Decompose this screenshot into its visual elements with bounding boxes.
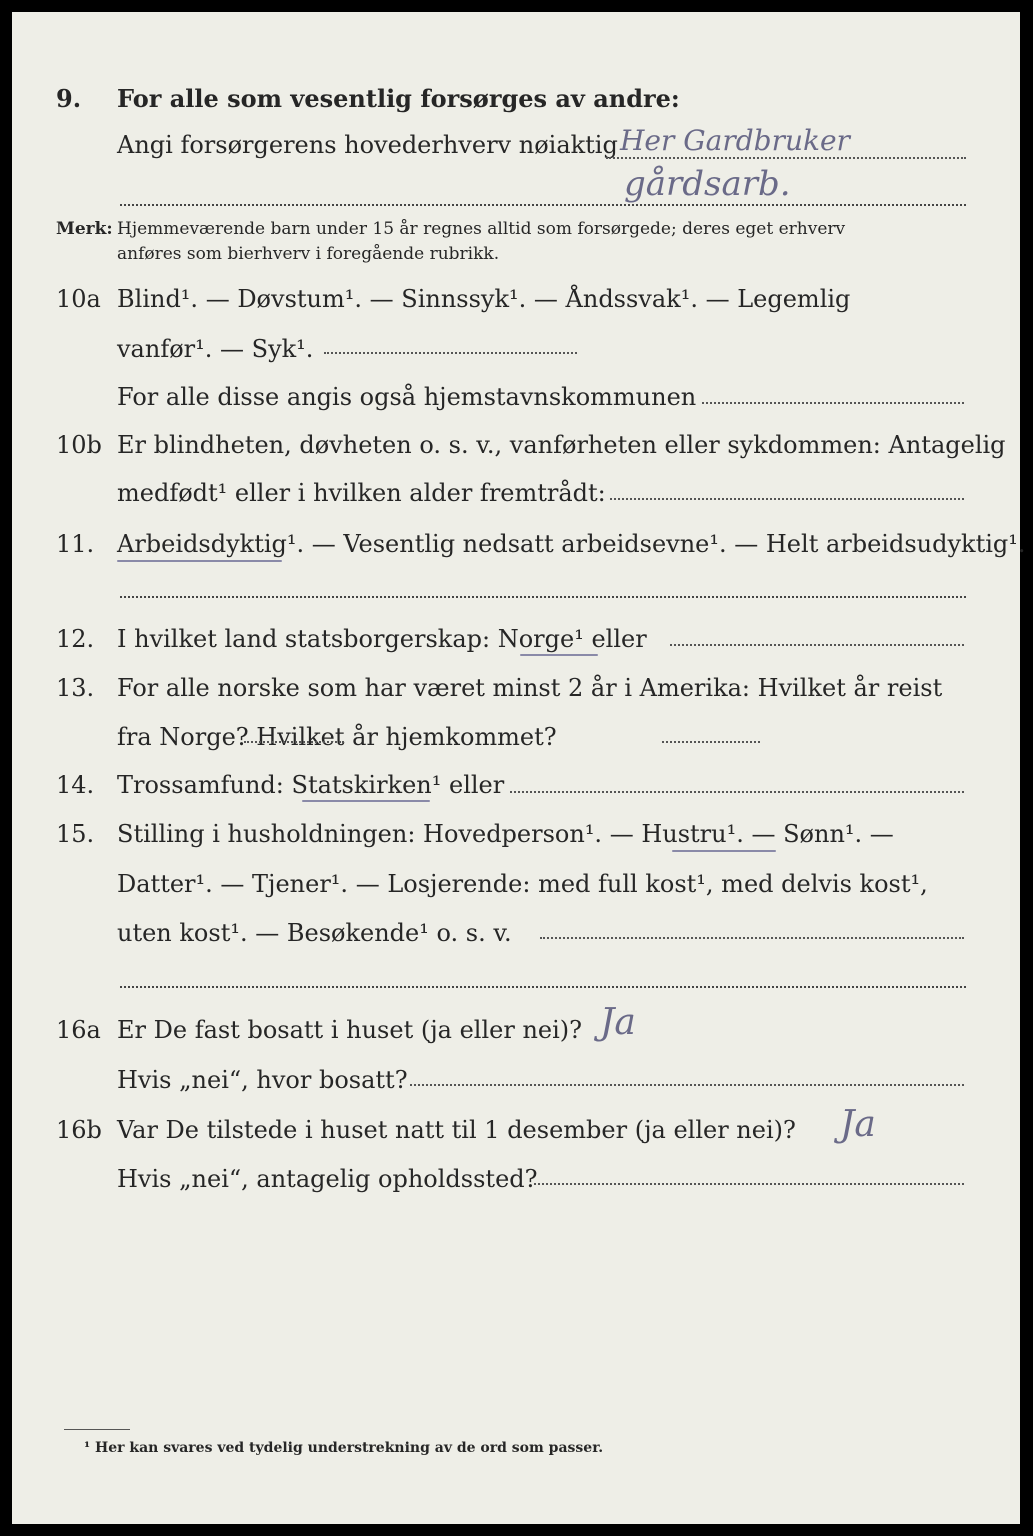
item-15-second-answer-line bbox=[120, 986, 966, 988]
item-number-10b: 10b bbox=[56, 431, 102, 459]
footnote-text: ¹ Her kan svares ved tydelig understrekning av de ord som passer. bbox=[84, 1440, 604, 1456]
item-11-answer-line bbox=[120, 596, 966, 598]
item-16a-answer-line bbox=[410, 1084, 964, 1086]
item-10b-line-1: Er blindheten, døvheten o. s. v., vanførheten eller sykdommen: Antagelig bbox=[117, 431, 1006, 459]
item-15-answer-line bbox=[540, 937, 964, 939]
item-16a-line-2: Hvis „nei“, hvor bosatt? bbox=[117, 1066, 408, 1094]
note-text-1: Hjemmeværende barn under 15 år regnes alltid som forsørgede; deres eget erhverv bbox=[117, 219, 846, 239]
item-11-line-1: Arbeidsdyktig¹. — Vesentlig nedsatt arbeidsevne¹. — Helt arbeidsudyktig¹. bbox=[117, 530, 1026, 558]
item-16b-answer-line bbox=[534, 1183, 964, 1185]
item-16b-handwritten-answer: Ja bbox=[840, 1104, 876, 1145]
item-9-question: Angi forsørgerens hovederhverv nøiaktig bbox=[117, 131, 618, 159]
item-number-16b: 16b bbox=[56, 1116, 102, 1144]
item-14-underline-mark bbox=[302, 800, 430, 802]
item-10b-line-2: medfødt¹ eller i hvilken alder fremtrådt: bbox=[117, 479, 606, 507]
item-12-answer-line bbox=[670, 644, 964, 646]
item-15-underline-mark bbox=[672, 850, 776, 852]
item-number-15: 15. bbox=[56, 820, 95, 848]
item-14-answer-line bbox=[510, 791, 964, 793]
item-number-12: 12. bbox=[56, 625, 95, 653]
item-10a-line-3: For alle disse angis også hjemstavnskommunen bbox=[117, 383, 697, 411]
item-15-line-1: Stilling i husholdningen: Hovedperson¹. — Hustru¹. — Sønn¹. — bbox=[117, 820, 894, 848]
item-number-9: 9. bbox=[56, 84, 82, 113]
item-15-line-3: uten kost¹. — Besøkende¹ o. s. v. bbox=[117, 919, 512, 947]
footnote-rule bbox=[64, 1429, 130, 1430]
note-label: Merk: bbox=[56, 219, 113, 239]
item-13-return-year-line bbox=[662, 741, 760, 743]
item-9-handwritten-answer-2: gårdsarb. bbox=[624, 164, 791, 204]
item-9-heading: For alle som vesentlig forsørges av andre: bbox=[117, 84, 680, 113]
item-16b-line-1: Var De tilstede i huset natt til 1 desember (ja eller nei)? bbox=[117, 1116, 796, 1144]
item-15-line-2: Datter¹. — Tjener¹. — Losjerende: med full kost¹, med delvis kost¹, bbox=[117, 870, 928, 898]
item-16a-handwritten-answer: Ja bbox=[600, 1002, 636, 1043]
census-form-page bbox=[12, 12, 1026, 1524]
item-9-handwritten-answer-1: Her Gardbruker bbox=[620, 124, 850, 157]
item-9-answer-line bbox=[606, 157, 966, 159]
item-13-line-1: For alle norske som har været minst 2 år i Amerika: Hvilket år reist bbox=[117, 674, 943, 702]
item-number-10a: 10a bbox=[56, 285, 101, 313]
item-10a-line-1: Blind¹. — Døvstum¹. — Sinnssyk¹. — Åndssvak¹. — Legemlig bbox=[117, 285, 851, 313]
item-10b-answer-line bbox=[610, 498, 964, 500]
item-9-second-line bbox=[120, 204, 966, 206]
item-11-underline-mark bbox=[117, 560, 282, 562]
item-16b-line-2: Hvis „nei“, antagelig opholdssted? bbox=[117, 1165, 538, 1193]
item-14-line-1: Trossamfund: Statskirken¹ eller bbox=[117, 771, 505, 799]
item-number-11: 11. bbox=[56, 530, 95, 558]
note-text-2: anføres som bierhverv i foregående rubrikk. bbox=[117, 244, 500, 264]
item-number-16a: 16a bbox=[56, 1016, 101, 1044]
item-number-13: 13. bbox=[56, 674, 95, 702]
item-10a-answer-line bbox=[324, 352, 577, 354]
item-12-line-1: I hvilket land statsborgerskap: Norge¹ eller bbox=[117, 625, 647, 653]
item-16a-line-1: Er De fast bosatt i huset (ja eller nei)? bbox=[117, 1016, 583, 1044]
item-10a-line-2: vanfør¹. — Syk¹. bbox=[117, 335, 314, 363]
item-13-left-year-line bbox=[244, 741, 344, 743]
item-10a-home-municipality-line bbox=[702, 402, 964, 404]
item-12-underline-mark bbox=[520, 654, 598, 656]
item-13-line-2: fra Norge? Hvilket år hjemkommet? bbox=[117, 723, 557, 751]
item-number-14: 14. bbox=[56, 771, 95, 799]
